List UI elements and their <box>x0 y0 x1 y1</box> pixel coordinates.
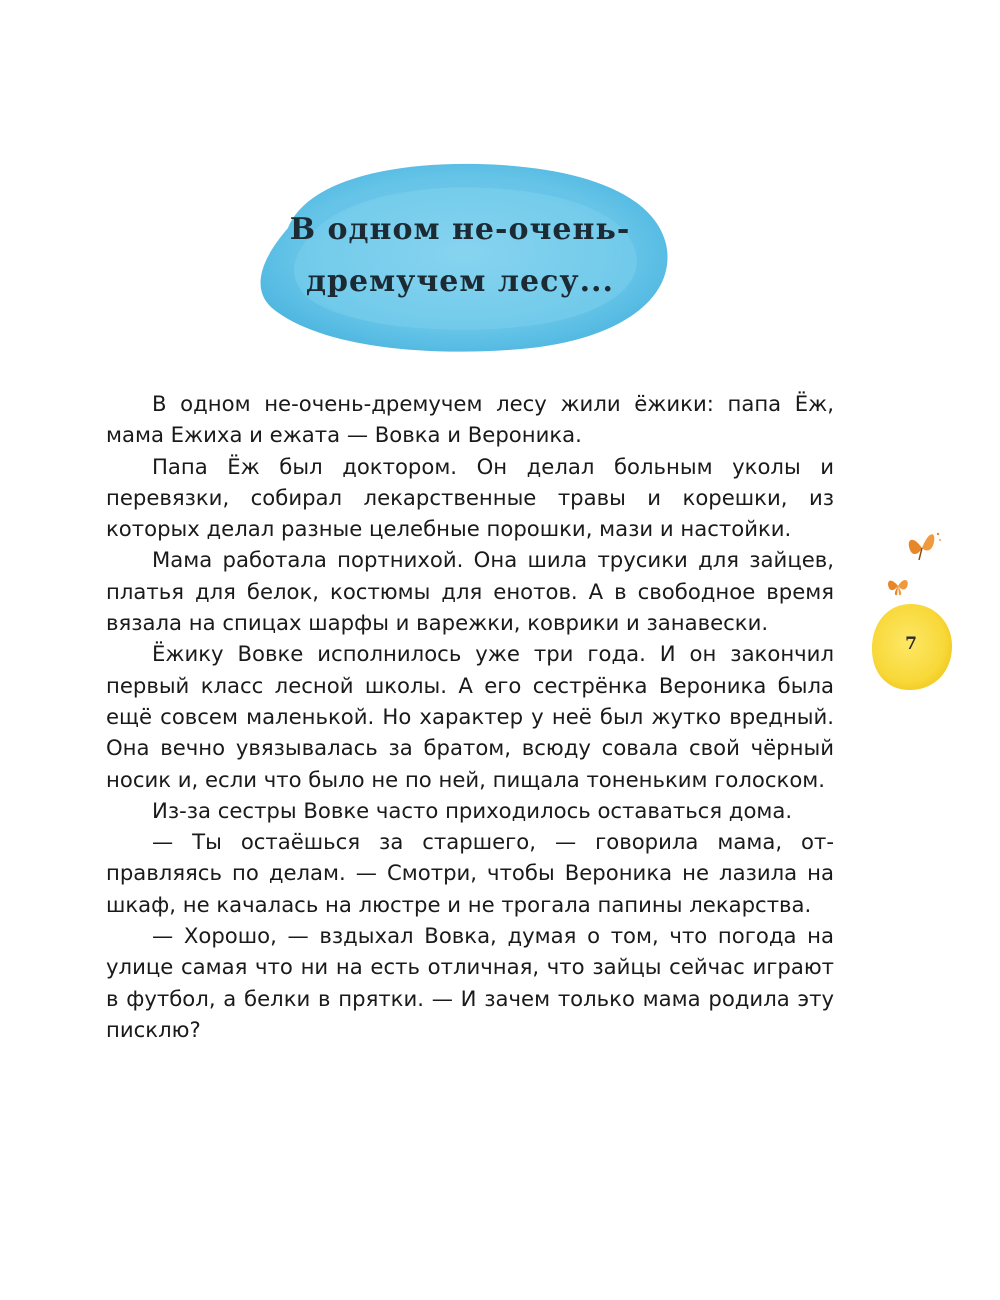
chapter-title-block <box>248 158 672 354</box>
paragraph-7: — Хорошо, — вздыхал Вовка, думая о том, что погода на улице самая что ни на есть отличная, что зайцы сейчас играют в футбол, а белки в прятки. — И зачем только мама родила эту писклю? <box>106 923 834 1042</box>
story-text <box>106 388 834 1045</box>
paragraph-2: Папа Ёж был доктором. Он делал больным уколы и перевязки, собирал лекарственные травы и корешки, из которых делал разные целебные порошки, мази и настойки. <box>106 453 834 542</box>
chapter-title-line-2: дремучем лесу... <box>306 264 614 299</box>
paragraph-6: — Ты остаёшься за старшего, — говорила мама, отправляясь по делам. — Смотри, чтобы Вероника не лазила на шкаф, не качалась на люстре и не трогала папины лекарства. <box>106 829 834 917</box>
chapter-title-line-1: В одном не-очень- <box>289 212 631 247</box>
chapter-title <box>248 204 672 308</box>
paragraph-1: В одном не-очень-дремучем лесу жили ёжики: папа Ёж, мама Ежиха и ежата — Вовка и Вероника. <box>106 391 834 448</box>
butterfly-icon <box>902 526 942 566</box>
paragraph-3: Мама работала портнихой. Она шила трусики для зайцев, платья для белок, костюмы для енотов. А в свободное время вязала на спицах шарфы и варежки, коврики и занавески. <box>106 547 834 636</box>
small-butterfly-icon <box>884 572 912 598</box>
page-number: 7 <box>905 634 917 654</box>
page-number-badge <box>868 600 954 694</box>
paragraph-4: Ёжику Вовке исполнилось уже три года. И он закончил первый класс лесной школы. А его сестрёнка Вероника была ещё совсем маленькой. Но характер у неё был жутко вредный. Она вечно увязывалась за братом, всюду совала свой чёрный носик и, если что было не по ней, пищала тоненьким голоском. <box>106 641 834 792</box>
paragraph-5: Из-за сестры Вовке часто приходилось оставаться дома. <box>152 797 793 823</box>
